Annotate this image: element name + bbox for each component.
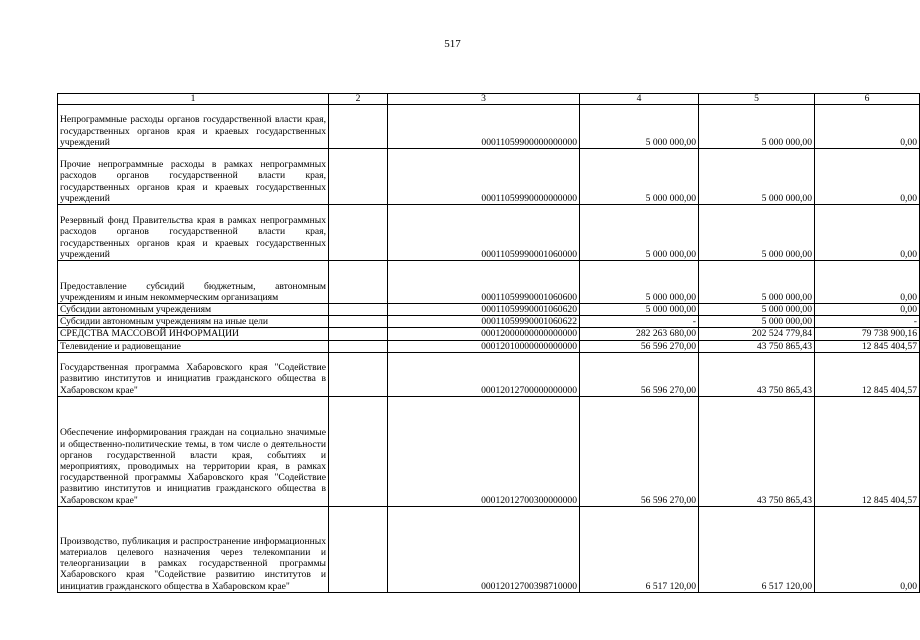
row-value-6: 12 845 404,57: [815, 396, 920, 506]
row-value-4: 56 596 270,00: [580, 396, 699, 506]
budget-table: [57, 93, 920, 593]
row-value-5: 5 000 000,00: [699, 261, 815, 304]
column-header: 6: [815, 94, 920, 105]
table-row: [58, 352, 920, 396]
row-code: 00011059900000000000: [388, 105, 580, 149]
row-col2: [329, 304, 388, 316]
row-code: 00012010000000000000: [388, 340, 580, 352]
row-value-6: 12 845 404,57: [815, 352, 920, 396]
row-value-6: 0,00: [815, 205, 920, 261]
row-value-6: 0,00: [815, 506, 920, 592]
row-col2: [329, 328, 388, 340]
row-name: Предоставление субсидий бюджетным, автономным учреждениям и иным некоммерческим организациям: [58, 261, 329, 304]
row-code: 00011059990001060000: [388, 205, 580, 261]
row-value-5: 5 000 000,00: [699, 304, 815, 316]
row-value-4: 282 263 680,00: [580, 328, 699, 340]
row-value-6: -: [815, 316, 920, 328]
row-col2: [329, 506, 388, 592]
row-value-5: 6 517 120,00: [699, 506, 815, 592]
row-value-6: 0,00: [815, 261, 920, 304]
row-code: 00011059990001060622: [388, 316, 580, 328]
row-value-6: 0,00: [815, 149, 920, 205]
row-value-4: 56 596 270,00: [580, 340, 699, 352]
row-value-6: 12 845 404,57: [815, 340, 920, 352]
row-code: 00011059990001060600: [388, 261, 580, 304]
row-name: Резервный фонд Правительства края в рамках непрограммных расходов органов государственной власти края, государственных органов края и краевых государственных учреждений: [58, 205, 329, 261]
row-value-6: 79 738 900,16: [815, 328, 920, 340]
row-value-5: 5 000 000,00: [699, 105, 815, 149]
row-name: Обеспечение информирования граждан на социально значимые и общественно-политические темы, в том числе о деятельности органов государственной власти края, событиях и мероприятиях, проводимых на территории края, в рамках государственной программы Хабаровского края "Содействие развитию институтов и инициатив гражданского общества в Хабаровском крае": [58, 396, 329, 506]
row-value-5: 202 524 779,84: [699, 328, 815, 340]
row-name: Субсидии автономным учреждениям: [58, 304, 329, 316]
column-header: 5: [699, 94, 815, 105]
row-col2: [329, 261, 388, 304]
row-code: 00012000000000000000: [388, 328, 580, 340]
row-value-4: 5 000 000,00: [580, 261, 699, 304]
column-header: 3: [388, 94, 580, 105]
row-col2: [329, 205, 388, 261]
row-value-4: 5 000 000,00: [580, 105, 699, 149]
row-value-4: 5 000 000,00: [580, 149, 699, 205]
row-name: Непрограммные расходы органов государственной власти края, государственных органов края и краевых государственных учреждений: [58, 105, 329, 149]
table-row: [58, 149, 920, 205]
row-name: Телевидение и радиовещание: [58, 340, 329, 352]
row-code: 00012012700398710000: [388, 506, 580, 592]
row-code: 00012012700000000000: [388, 352, 580, 396]
row-col2: [329, 105, 388, 149]
row-col2: [329, 352, 388, 396]
row-code: 00012012700300000000: [388, 396, 580, 506]
row-col2: [329, 340, 388, 352]
row-name: Субсидии автономным учреждениям на иные цели: [58, 316, 329, 328]
table-row: [58, 105, 920, 149]
row-value-5: 5 000 000,00: [699, 205, 815, 261]
row-name: СРЕДСТВА МАССОВОЙ ИНФОРМАЦИИ: [58, 328, 329, 340]
row-col2: [329, 316, 388, 328]
row-value-4: 6 517 120,00: [580, 506, 699, 592]
table-row: [58, 340, 920, 352]
table-row: [58, 261, 920, 304]
row-value-4: 5 000 000,00: [580, 205, 699, 261]
row-col2: [329, 396, 388, 506]
table-row: [58, 205, 920, 261]
column-header: 4: [580, 94, 699, 105]
page-number: 517: [444, 38, 461, 50]
row-name: Государственная программа Хабаровского края "Содействие развитию институтов и инициатив гражданского общества в Хабаровском крае": [58, 352, 329, 396]
row-value-5: 43 750 865,43: [699, 352, 815, 396]
row-value-4: 56 596 270,00: [580, 352, 699, 396]
row-value-4: -: [580, 316, 699, 328]
row-col2: [329, 149, 388, 205]
column-header: 1: [58, 94, 329, 105]
row-code: 00011059990000000000: [388, 149, 580, 205]
row-value-6: 0,00: [815, 105, 920, 149]
row-value-5: 5 000 000,00: [699, 149, 815, 205]
row-name: Производство, публикация и распространение информационных материалов целевого назначения через телекомпании и телеорганизации в рамках государственной программы Хабаровского края "Содействие развитию институтов и инициатив гражданского общества в Хабаровском крае": [58, 506, 329, 592]
table-header-row: [58, 94, 920, 105]
row-value-4: 5 000 000,00: [580, 304, 699, 316]
column-header: 2: [329, 94, 388, 105]
table-row: [58, 328, 920, 340]
row-code: 00011059990001060620: [388, 304, 580, 316]
row-name: Прочие непрограммные расходы в рамках непрограммных расходов органов государственной власти края, государственных органов края и краевых государственных учреждений: [58, 149, 329, 205]
row-value-6: 0,00: [815, 304, 920, 316]
row-value-5: 43 750 865,43: [699, 396, 815, 506]
row-value-5: 43 750 865,43: [699, 340, 815, 352]
table-row: [58, 304, 920, 316]
table-row: [58, 506, 920, 592]
row-value-5: 5 000 000,00: [699, 316, 815, 328]
table-row: [58, 396, 920, 506]
table-row: [58, 316, 920, 328]
